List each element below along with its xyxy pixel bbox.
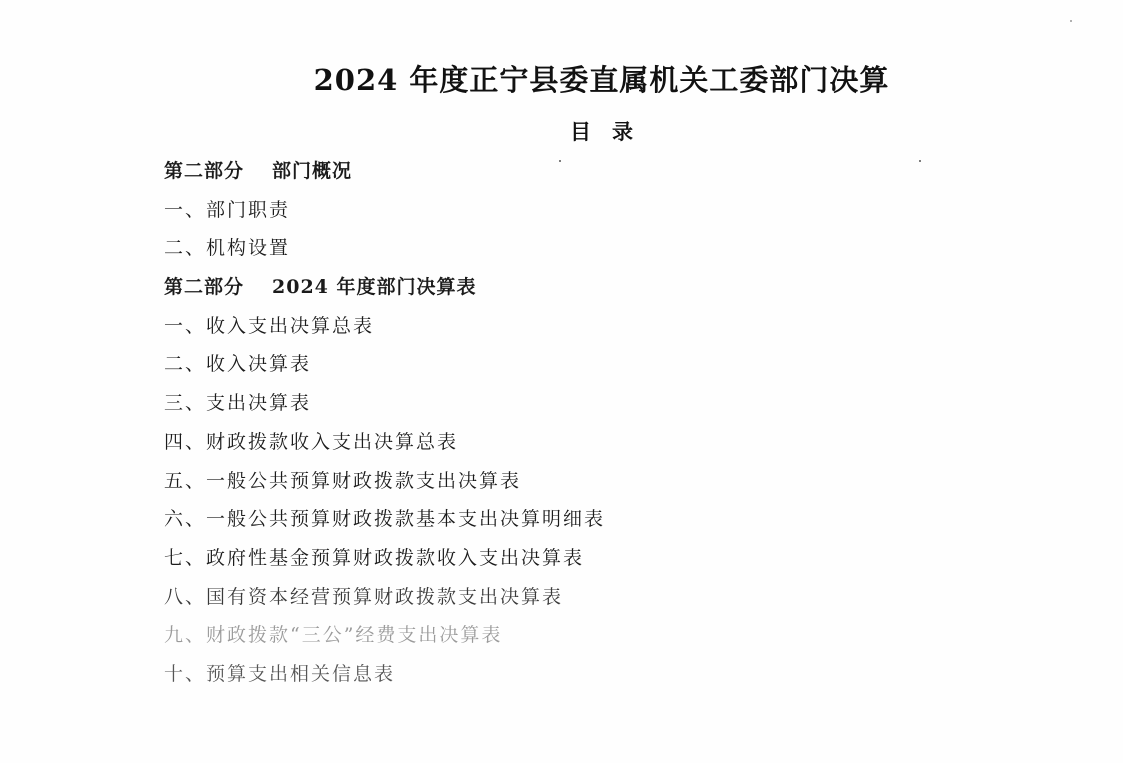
- toc-item: 十、预算支出相关信息表: [164, 662, 396, 685]
- toc-item: 八、国有资本经营预算财政拨款支出决算表: [164, 585, 564, 608]
- section-title: 2024 年度部门决算表: [272, 276, 477, 299]
- toc-item: 七、政府性基金预算财政拨款收入支出决算表: [164, 546, 585, 569]
- toc-item: 三、支出决算表: [164, 392, 312, 415]
- toc-item: 二、机构设置: [164, 237, 291, 260]
- toc-section-tables: [164, 268, 924, 307]
- toc-item: 二、收入决算表: [164, 353, 312, 376]
- toc-heading: 目 录: [570, 119, 633, 144]
- section-title: 部门概况: [272, 160, 353, 182]
- scan-speck: [1070, 20, 1072, 22]
- table-of-contents: [164, 152, 924, 694]
- section-label: 第二部分: [164, 160, 245, 182]
- toc-item: 九、财政拨款“三公”经费支出决算表: [164, 624, 503, 647]
- section-label: 第二部分: [164, 276, 245, 299]
- toc-item: 一、收入支出决算总表: [164, 314, 375, 337]
- toc-item: 四、财政拨款收入支出决算总表: [164, 430, 459, 453]
- toc-item: 六、一般公共预算财政拨款基本支出决算明细表: [164, 508, 606, 531]
- toc-item: 五、一般公共预算财政拨款支出决算表: [164, 469, 522, 492]
- toc-section-overview: [164, 152, 924, 191]
- scan-speck: [559, 160, 561, 162]
- document-title: 2024 年度正宁县委直属机关工委部门决算: [313, 63, 890, 97]
- toc-item: 一、部门职责: [164, 198, 291, 221]
- scan-speck: [919, 160, 921, 162]
